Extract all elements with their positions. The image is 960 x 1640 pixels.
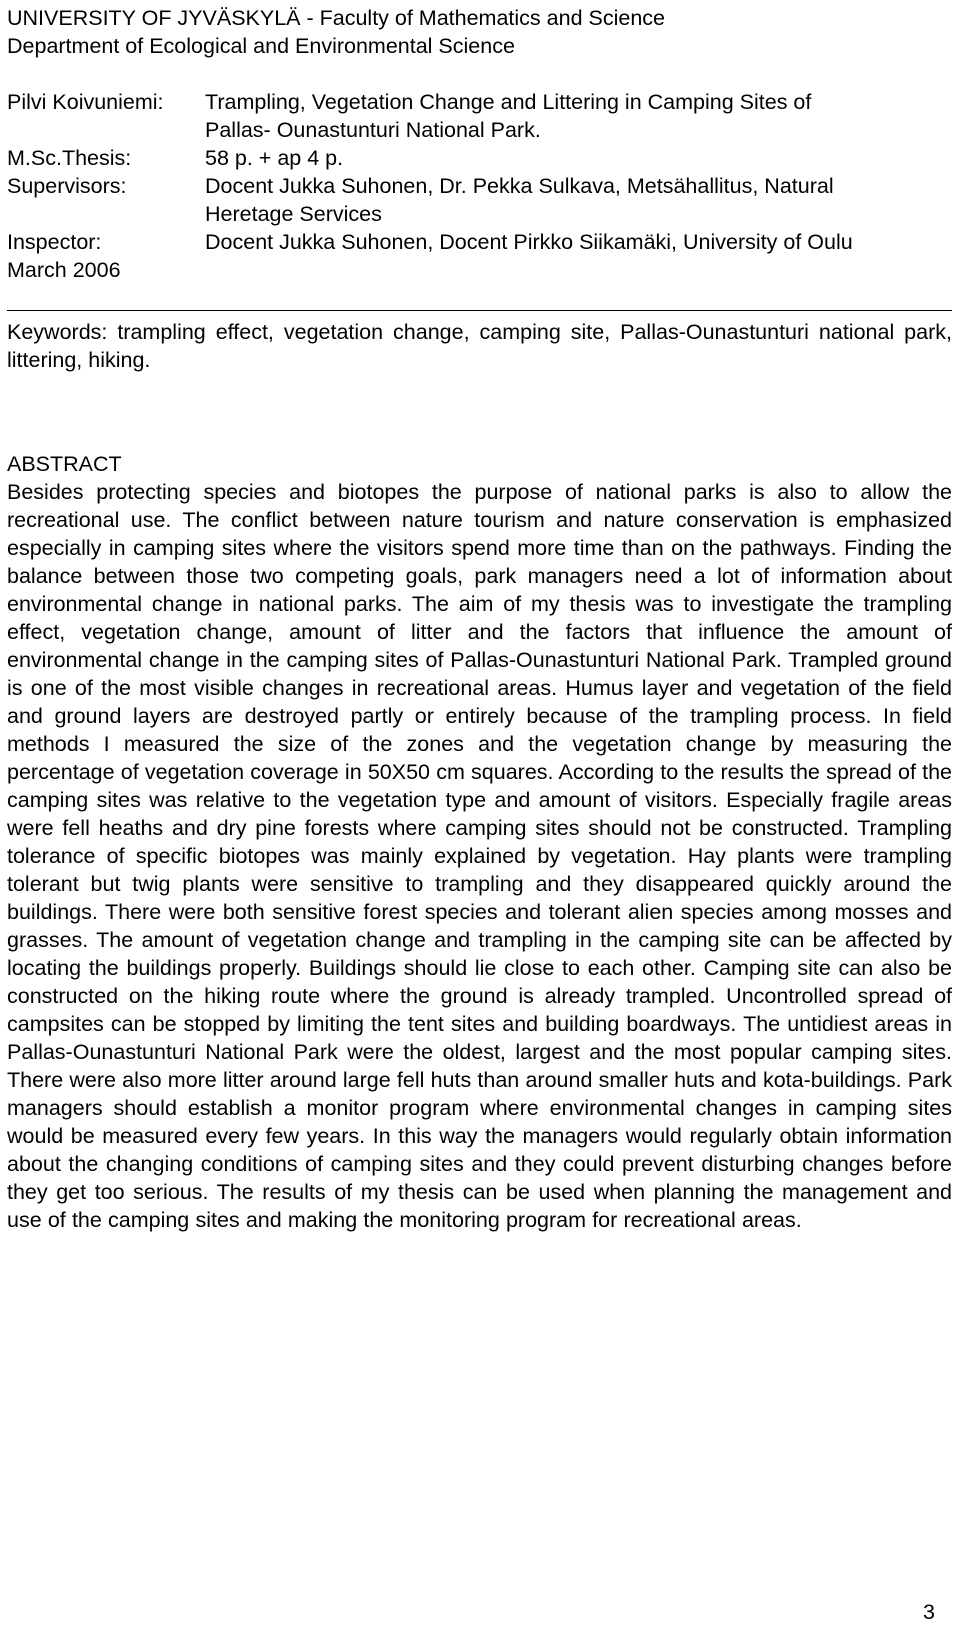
university-header: UNIVERSITY OF JYVÄSKYLÄ - Faculty of Mathematics and Science: [7, 6, 665, 30]
thesis-title-line2: Pallas- Ounastunturi National Park.: [205, 118, 541, 142]
author-label: Pilvi Koivuniemi:: [7, 90, 164, 114]
thesis-date: March 2006: [7, 258, 121, 282]
inspector-label: Inspector:: [7, 230, 102, 254]
document-page: [7, 4, 952, 1232]
supervisors-line2: Heretage Services: [205, 202, 382, 226]
department-header: Department of Ecological and Environmental Science: [7, 34, 515, 58]
separator-line: [7, 310, 952, 311]
thesis-metadata: [7, 88, 952, 284]
thesis-title-line1: Trampling, Vegetation Change and Littering in Camping Sites of: [205, 90, 812, 114]
abstract-heading: ABSTRACT: [7, 452, 122, 476]
page-count: 58 p. + ap 4 p.: [205, 146, 344, 170]
page-number: 3: [923, 1600, 935, 1624]
inspector-value: Docent Jukka Suhonen, Docent Pirkko Siikamäki, University of Oulu: [205, 230, 853, 254]
abstract-body: Besides protecting species and biotopes the purpose of national parks is also to allow the recreational use. The conflict between nature tourism and nature conservation is emphasized especially in camping sites where the visitors spend more time than on the pathways. Finding the balance between those two competing goals, park managers need a lot of information about environmental change in national parks. The aim of my thesis was to investigate the trampling effect, vegetation change, amount of litter and the factors that influence the amount of environmental change in the camping sites of Pallas-Ounastunturi National Park. Trampled ground is one of the most visible changes in recreational areas. Humus layer and vegetation of the field and ground layers are destroyed partly or entirely because of the trampling process. In field methods I measured the size of the zones and the vegetation change by measuring the percentage of vegetation coverage in 50X50 cm squares. According to the results the spread of the camping sites was relative to the vegetation type and amount of visitors. Especially fragile areas were fell heaths and dry pine forests where camping sites should not be constructed. Trampling tolerance of specific biotopes was mainly explained by vegetation. Hay plants were trampling tolerant but twig plants were sensitive to trampling and they disappeared quickly around the buildings. There were both sensitive forest species and tolerant alien species among mosses and grasses. The amount of vegetation change and trampling in the camping site can be affected by locating the buildings properly. Buildings should lie close to each other. Camping site can also be constructed on the hiking route where the ground is already trampled. Uncontrolled spread of campsites can be stopped by limiting the tent sites and building boardways. The untidiest areas in Pallas-Ounastunturi National Park were the oldest, largest and the most popular camping sites. There were also more litter around large fell huts than around smaller huts and kota-buildings. Park managers should establish a monitor program where environmental changes in camping sites would be measured every few years. In this way the managers would regularly obtain information about the changing conditions of camping sites and they could prevent disturbing changes before they get too serious. The results of my thesis can be used when planning the management and use of the camping sites and making the monitoring program for recreational areas.: [7, 480, 952, 1232]
supervisors-line1: Docent Jukka Suhonen, Dr. Pekka Sulkava, Metsähallitus, Natural: [205, 174, 834, 198]
supervisors-label: Supervisors:: [7, 174, 127, 198]
thesis-label: M.Sc.Thesis:: [7, 146, 132, 170]
keywords-paragraph: Keywords: trampling effect, vegetation change, camping site, Pallas-Ounastunturi national park, littering, hiking.: [7, 320, 952, 372]
